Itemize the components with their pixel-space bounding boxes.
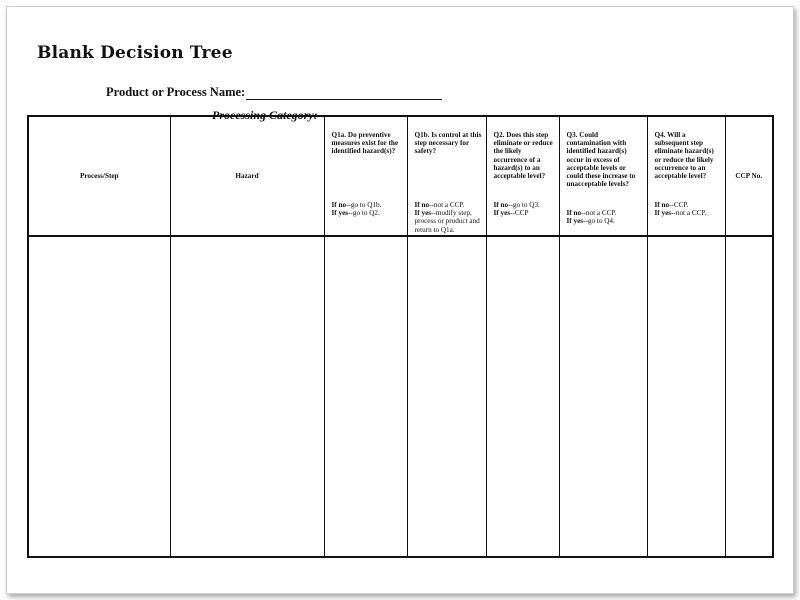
col-header-q3	[559, 116, 647, 236]
table-row	[28, 236, 773, 557]
col-header-ccp-no-label: CCP No.	[735, 171, 763, 180]
decision-tree-table	[27, 115, 774, 558]
q4-cell[interactable]	[647, 236, 725, 557]
ccp-no-cell[interactable]	[725, 236, 773, 557]
col-header-ccp-no	[725, 116, 773, 236]
q1a-rule-yes: If yes--go to Q2.	[331, 209, 380, 218]
q2-rule-yes: If yes--CCP	[493, 209, 529, 218]
q4-rules	[655, 201, 722, 217]
q1b-rules	[415, 201, 483, 234]
q4-question: Q4. Will a subsequent step eliminate hazard(s) or reduce the likely occurrence to an acceptable level?	[654, 131, 714, 181]
q1b-rule-yes: If yes--modify step, process or product and return to Q1a.	[414, 209, 480, 234]
col-header-process-step	[28, 116, 170, 236]
col-header-q4	[647, 116, 725, 236]
q1b-cell[interactable]	[407, 236, 486, 557]
q1a-cell[interactable]	[324, 236, 407, 557]
col-header-hazard-label: Hazard	[235, 171, 259, 180]
q1a-rules	[332, 201, 404, 217]
q1b-rule-no: If no--not a CCP.	[414, 201, 465, 209]
col-header-hazard	[170, 116, 324, 236]
q3-rule-yes: If yes--go to Q4.	[566, 217, 615, 226]
product-name-row	[106, 85, 442, 100]
col-header-q1a	[324, 116, 407, 236]
header-row	[28, 116, 773, 236]
q3-rules	[567, 209, 644, 225]
hazard-cell[interactable]	[170, 236, 324, 557]
q3-question: Q3. Could contamination with identified hazard(s) occur in excess of acceptable levels or could these increase to unacceptable levels?	[566, 131, 636, 189]
q2-cell[interactable]	[486, 236, 559, 557]
col-header-q2	[486, 116, 559, 236]
q1b-question: Q1b. Is control at this step necessary for safety?	[414, 131, 482, 156]
q3-cell[interactable]	[559, 236, 647, 557]
q1a-rule-no: If no--go to Q1b.	[331, 201, 382, 209]
product-name-label: Product or Process Name:	[106, 85, 246, 99]
col-header-process-step-label: Process/Step	[79, 171, 119, 180]
q2-question: Q2. Does this step eliminate or reduce the likely occurrence of a hazard(s) to an acceptable level?	[493, 131, 553, 181]
q2-rules	[494, 201, 556, 217]
process-step-cell[interactable]	[28, 236, 170, 557]
product-name-blank-line[interactable]	[246, 87, 442, 100]
document-title: Blank Decision Tree	[37, 43, 233, 63]
q1a-question: Q1a. Do preventive measures exist for the identified hazard(s)?	[331, 131, 399, 156]
q2-rule-no: If no--go to Q3.	[493, 201, 540, 209]
q4-rule-yes: If yes--not a CCP.	[654, 209, 707, 218]
q4-rule-no: If no--CCP.	[654, 201, 689, 209]
q3-rule-no: If no--not a CCP.	[566, 209, 617, 217]
col-header-q1b	[407, 116, 486, 236]
processing-category-label: Processing Category:	[212, 108, 318, 122]
